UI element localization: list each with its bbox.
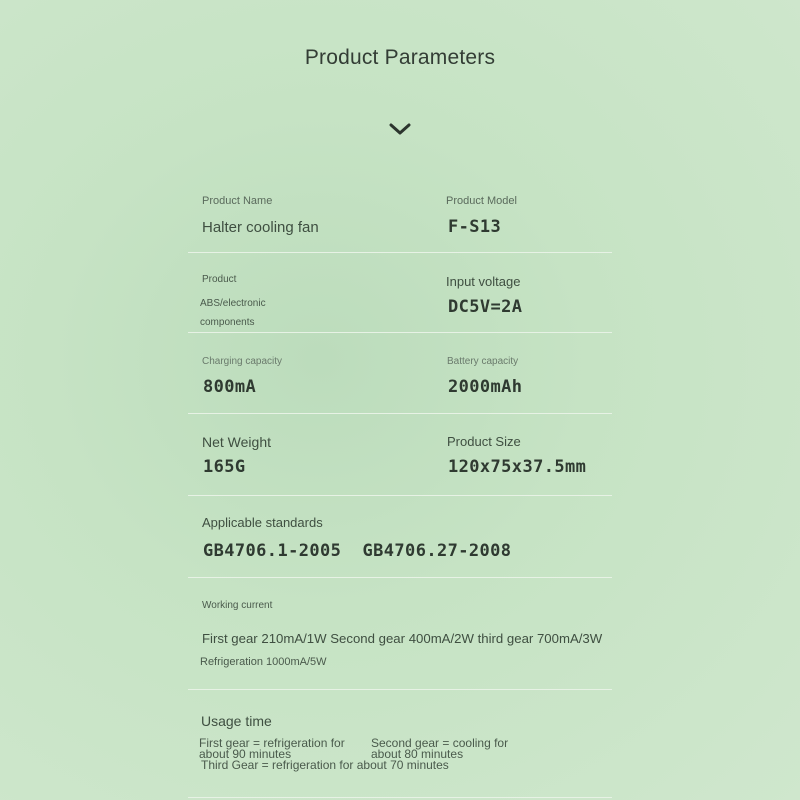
product-model-label: Product Model — [446, 195, 517, 207]
charging-capacity-label: Charging capacity — [202, 356, 283, 367]
charging-capacity-value: 800mA — [203, 377, 257, 397]
working-current-label: Working current — [202, 600, 273, 611]
battery-capacity-label: Battery capacity — [447, 356, 519, 367]
divider — [188, 689, 612, 690]
product-size-value: 120x75x37.5mm — [448, 457, 587, 477]
net-weight-value: 165G — [203, 457, 246, 477]
product-name-label: Product Name — [202, 195, 273, 207]
input-voltage-label: Input voltage — [446, 274, 521, 289]
page-title: Product Parameters — [304, 46, 496, 69]
divider — [188, 252, 612, 253]
product-size-label: Product Size — [447, 434, 521, 449]
divider — [188, 577, 612, 578]
divider — [188, 797, 612, 798]
product-name-value: Halter cooling fan — [202, 219, 319, 236]
input-voltage-value: DC5V=2A — [448, 297, 523, 317]
working-current-line1: First gear 210mA/1W Second gear 400mA/2W third gear 700mA/3W — [202, 631, 603, 646]
divider — [188, 332, 612, 333]
standards-label: Applicable standards — [202, 515, 323, 530]
product-material-line2: components — [200, 317, 255, 328]
standards-value: GB4706.1-2005 GB4706.27-2008 — [203, 541, 512, 561]
working-current-line2: Refrigeration 1000mA/5W — [200, 656, 327, 668]
battery-capacity-value: 2000mAh — [448, 377, 523, 397]
divider — [188, 413, 612, 414]
product-material-line1: ABS/electronic — [200, 298, 266, 309]
chevron-down-icon — [389, 122, 411, 136]
usage-time-second: Second gear = cooling for about 80 minutes — [371, 736, 509, 761]
product-label: Product — [202, 274, 237, 285]
usage-time-third: Third Gear = refrigeration for about 70 minutes — [201, 758, 449, 772]
product-model-value: F-S13 — [448, 217, 502, 237]
net-weight-label: Net Weight — [202, 434, 271, 450]
usage-time-label: Usage time — [201, 713, 272, 729]
divider — [188, 495, 612, 496]
usage-time-first: First gear = refrigeration for about 90 minutes — [199, 736, 345, 761]
